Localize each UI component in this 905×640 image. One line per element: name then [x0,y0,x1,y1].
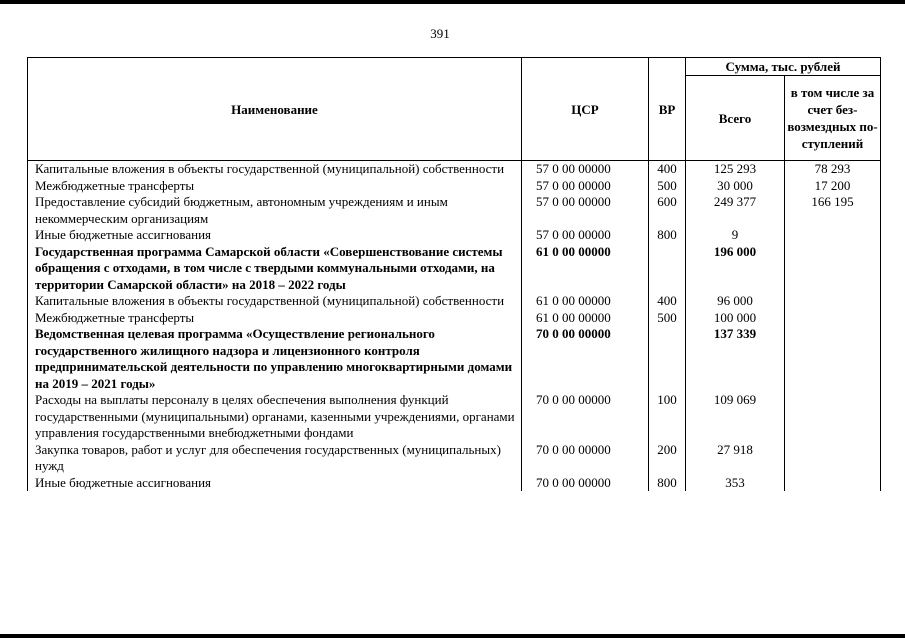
row-vr: 600 [649,194,686,227]
bottom-rule [0,634,905,638]
row-csr: 70 0 00 00000 [522,326,649,392]
row-total: 137 339 [686,326,785,392]
row-free-receipts [785,227,881,244]
row-vr: 100 [649,392,686,442]
row-name: Межбюджетные трансферты [28,310,522,327]
row-name: Иные бюджетные ассигнования [28,227,522,244]
row-name: Иные бюджетные ассигнования [28,475,522,492]
row-vr [649,326,686,392]
row-vr: 800 [649,475,686,492]
row-total: 353 [686,475,785,492]
row-name: Закупка товаров, работ и услуг для обеспечения государственных (муниципальных) нужд [28,442,522,475]
row-total: 196 000 [686,244,785,294]
row-csr: 61 0 00 00000 [522,244,649,294]
row-total: 30 000 [686,178,785,195]
row-vr: 500 [649,178,686,195]
row-vr: 400 [649,161,686,178]
row-vr: 500 [649,310,686,327]
row-total: 125 293 [686,161,785,178]
table-row [28,293,881,310]
header-total: Всего [686,76,785,161]
row-name: Межбюджетные трансферты [28,178,522,195]
row-free-receipts [785,326,881,392]
row-vr: 200 [649,442,686,475]
row-vr: 800 [649,227,686,244]
table-row [28,442,881,475]
header-sum-group: Сумма, тыс. рублей [686,58,881,76]
row-csr: 57 0 00 00000 [522,161,649,178]
header-name: Наименование [28,58,522,161]
row-name: Государственная программа Самарской области «Совершенствование системы обращения с отходами, в том числе с твердыми коммунальными отходами, на территории Самарской области» на 2018 – 2022 годы [28,244,522,294]
table-row [28,326,881,392]
table-row [28,227,881,244]
header-csr: ЦСР [522,58,649,161]
row-total: 109 069 [686,392,785,442]
row-total: 27 918 [686,442,785,475]
table-row [28,310,881,327]
row-name: Расходы на выплаты персоналу в целях обеспечения выполнения функций государственными (муниципальными) органами, казенными учреждениями, органами управления государственными внебюджетными фондами [28,392,522,442]
row-free-receipts: 166 195 [785,194,881,227]
table-row [28,161,881,178]
header-free-receipts: в том числе за счет без-возмездных по-ступлений [785,76,881,161]
row-free-receipts [785,293,881,310]
row-total: 100 000 [686,310,785,327]
row-free-receipts [785,442,881,475]
row-total: 96 000 [686,293,785,310]
row-free-receipts [785,475,881,492]
row-csr: 70 0 00 00000 [522,392,649,442]
row-free-receipts: 17 200 [785,178,881,195]
page-number: 391 [430,26,450,41]
row-name: Ведомственная целевая программа «Осуществление регионального государственного жилищного надзора и лицензионного контроля предпринимательской деятельности по управлению многоквартирными домами на 2019 – 2021 годы» [28,326,522,392]
row-csr: 57 0 00 00000 [522,178,649,195]
row-free-receipts [785,244,881,294]
row-csr: 57 0 00 00000 [522,194,649,227]
table-row [28,475,881,492]
row-name: Капитальные вложения в объекты государственной (муниципальной) собственности [28,161,522,178]
row-csr: 61 0 00 00000 [522,310,649,327]
table-row [28,178,881,195]
row-name: Капитальные вложения в объекты государственной (муниципальной) собственности [28,293,522,310]
row-vr: 400 [649,293,686,310]
row-total: 249 377 [686,194,785,227]
row-vr [649,244,686,294]
row-free-receipts [785,392,881,442]
row-free-receipts [785,310,881,327]
table-row [28,244,881,294]
row-name: Предоставление субсидий бюджетным, автономным учреждениям и иным некоммерческим организациям [28,194,522,227]
header-vr: ВР [649,58,686,161]
row-free-receipts: 78 293 [785,161,881,178]
row-csr: 70 0 00 00000 [522,442,649,475]
row-total: 9 [686,227,785,244]
row-csr: 61 0 00 00000 [522,293,649,310]
top-rule [0,0,905,4]
row-csr: 57 0 00 00000 [522,227,649,244]
budget-table [27,57,881,491]
table-row [28,392,881,442]
table-row [28,194,881,227]
row-csr: 70 0 00 00000 [522,475,649,492]
